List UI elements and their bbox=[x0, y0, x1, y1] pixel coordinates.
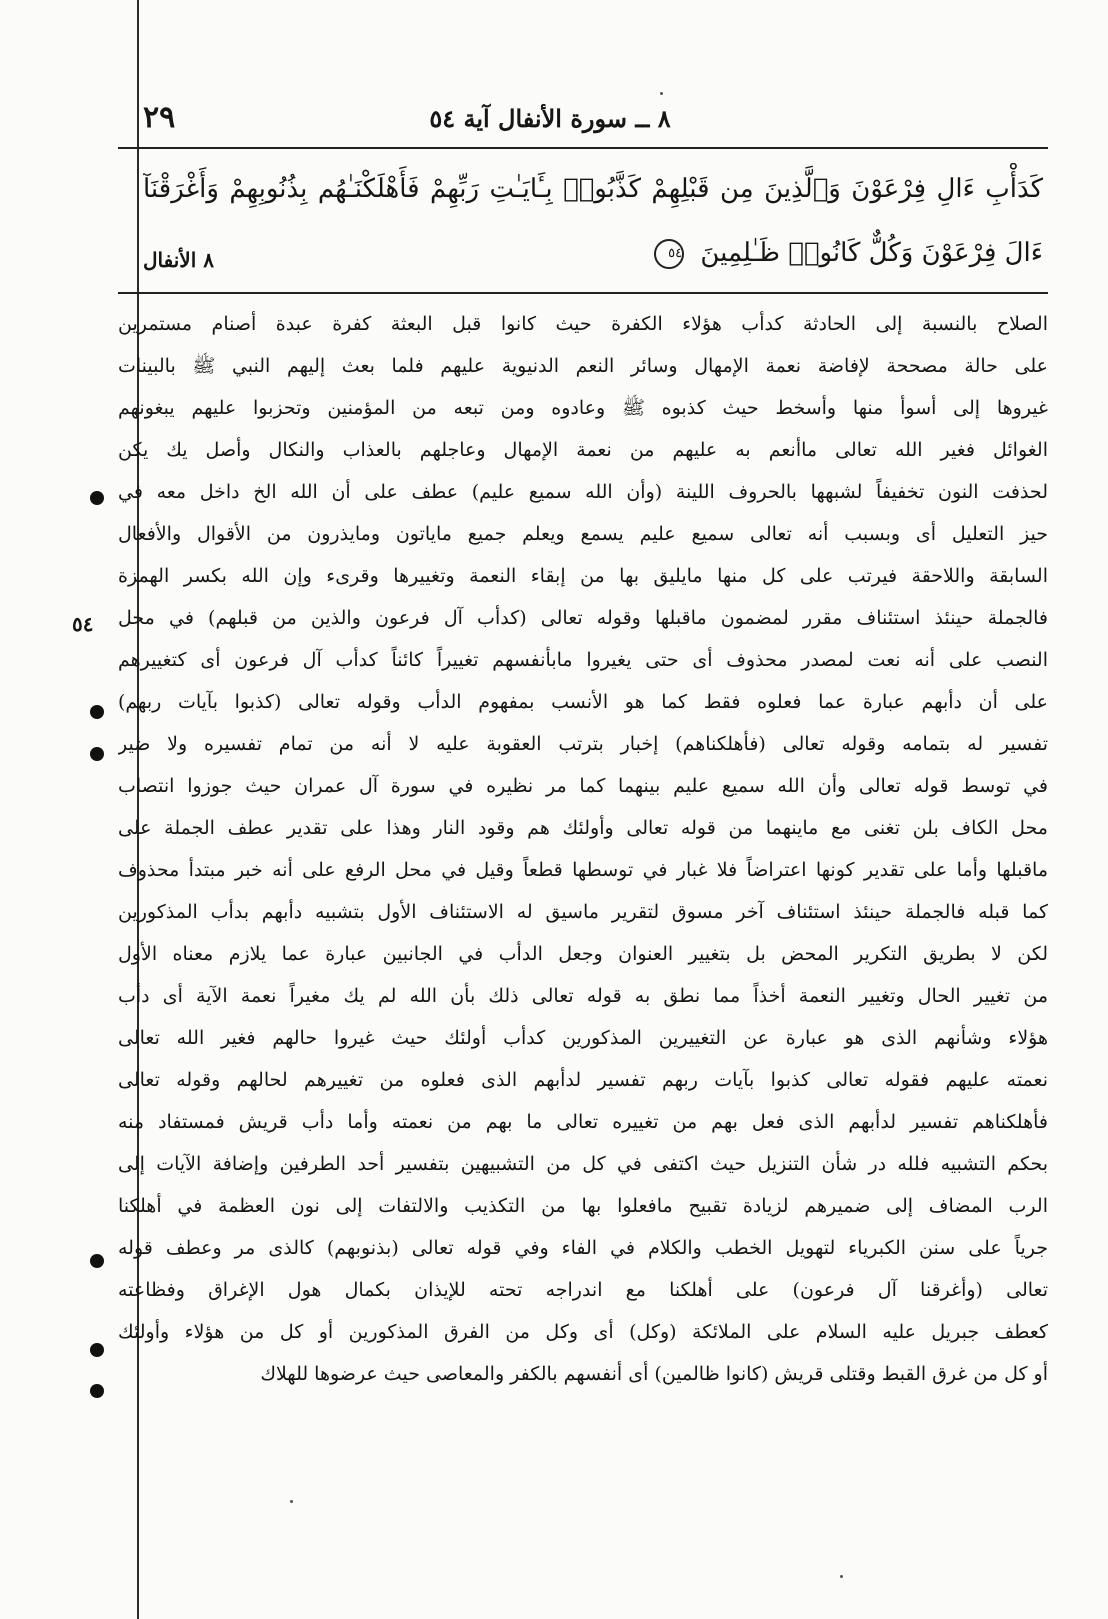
margin-bullet bbox=[90, 1384, 104, 1398]
commentary-line: جرياً على سنن الكبرياء لتهويل الخطب والكلام في الفاء وفي قوله تعالى (بذنوبهم) كالذى مر وعطف قوله bbox=[118, 1237, 1048, 1259]
margin-bullet bbox=[90, 491, 104, 505]
margin-bullet bbox=[90, 1254, 104, 1268]
margin-bullet bbox=[90, 747, 104, 761]
commentary-line: كما قبله فالجملة حينئذ استئناف آخر مسوق لتقرير ماسيق له الاستئناف الأول بتشبيه دأبهم بدأب المذكورين bbox=[118, 901, 1048, 923]
page-number: ٢٩ bbox=[143, 100, 176, 135]
commentary-line: السابقة واللاحقة فيرتب على كل منها مايليق بها من إبقاء النعمة وتغييرها وقرىء وإن الله بكسر الهمزة bbox=[118, 565, 1048, 587]
commentary-line: كعطف جبريل عليه السلام على الملائكة (وكل) أى وكل من الفرق المذكورين أو كل من هؤلاء وأولئك bbox=[118, 1321, 1048, 1343]
commentary-line: على أن دأبهم عبارة عما فعلوه فقط كما هو الأنسب بمفهوم الدأب وقوله تعالى (كذبوا بآيات ربهم) bbox=[118, 691, 1048, 713]
surah-tag: ٨ الأنفال bbox=[143, 248, 214, 272]
commentary-line: فأهلكناهم تفسير لدأبهم الذى فعل بهم من تغييره تعالى ما بهم من نعمته وأما دأب قريش فمستفاد منه bbox=[118, 1111, 1048, 1133]
commentary-line: محل الكاف بلن تغنى مع ماينهما من قوله تعالى وأولئك هم وقود النار وهذا على تقدير عطف الجملة على bbox=[118, 817, 1048, 839]
verse-line-1: كَدَأْبِ ءَالِ فِرْعَوْنَ وَٱلَّذِينَ مِن قَبْلِهِمْ كَذَّبُوا۟ بِـَٔايَـٰتِ رَبِّهِمْ فَأَهْلَكْنَـٰهُم بِذُنُوبِهِمْ وَأَغْرَقْنَآ bbox=[143, 174, 1043, 204]
commentary-line: أو كل من غرق القبط وقتلى قريش (كانوا ظالمين) أى أنفسهم بالكفر والمعاصى حيث عرضوها للهلاك bbox=[260, 1363, 1048, 1385]
print-speck bbox=[840, 1575, 843, 1578]
commentary-line: لحذفت النون تخفيفاً لشبهها بالحروف اللينة (وأن الله سميع عليم) عطف على أن الله الخ داخل معه في bbox=[118, 481, 1048, 503]
header-rule bbox=[118, 147, 1048, 149]
commentary-line: ماقبلها وأما على تقدير كونها اعتراضاً فلا غبار في توسطها قطعاً وقيل في محل الرفع على أنه خبر مبتدأ محذوف bbox=[118, 859, 1048, 881]
print-speck bbox=[660, 92, 663, 95]
commentary-line: لكن لا بطريق التكرير المحض بل بتغيير العنوان وجعل الدأب في الجانبين عبارة عما يلازم معناه الأول bbox=[118, 943, 1048, 965]
commentary-line: الرب المضاف إلى ضميرهم لزيادة تقبيح مافعلوا بها من التكذيب والالتفات إلى نون العظمة في أهلكنا bbox=[118, 1195, 1048, 1217]
running-title: ٨ ــ سورة الأنفال آية ٥٤ bbox=[429, 104, 671, 133]
commentary-line: الصلاح بالنسبة إلى الحادثة كدأب هؤلاء الكفرة حيث كانوا قبل البعثة كفرة عبدة أصنام مستمرين bbox=[118, 313, 1048, 335]
commentary-line: هؤلاء وشأنهم الذى هو عبارة عن التغييرين المذكورين كدأب أولئك حيث غيروا حالهم فغير الله تعالى bbox=[118, 1027, 1048, 1049]
margin-verse-number: ٥٤ bbox=[72, 612, 94, 636]
commentary-line: على حالة مصححة لإفاضة نعمة الإمهال وسائر النعم الدنيوية عليهم فلما بعث إليهم النبي ﷺ بالبينات bbox=[118, 355, 1048, 377]
margin-bullet bbox=[90, 1343, 104, 1357]
commentary-line: حيز التعليل أى وبسبب أنه تعالى سميع عليم يسمع ويعلم جميع ماياتون ومايذرون من الأقوال والأفعال bbox=[118, 523, 1048, 545]
verse-line-2 bbox=[273, 227, 1043, 279]
commentary-line: النصب على أنه نعت لمصدر محذوف أى حتى يغيروا مابأنفسهم تغييراً كائناً كدأب آل فرعون أى كتغييرهم bbox=[118, 649, 1048, 671]
commentary-line: بحكم التشبيه فلله در شأن التنزيل حيث اكتفى في كل من التشبيهين بتفسير أحد الطرفين وإضافة الآيات إلى bbox=[118, 1153, 1048, 1175]
commentary-line: تعالى (وأغرقنا آل فرعون) على أهلكنا مع اندراجه تحته للإيذان بكمال هول الإغراق وفظاعته bbox=[118, 1279, 1048, 1301]
commentary-block bbox=[118, 304, 1048, 1414]
margin-bullet bbox=[90, 705, 104, 719]
commentary-line: تفسير له بتمامه وقوله تعالى (فأهلكناهم) إخبار بترتب العقوبة عليه لا أنه من تمام تفسيره ولا ضير bbox=[118, 733, 1048, 755]
commentary-line: نعمته عليهم فقوله تعالى كذبوا بآيات ربهم تفسير لدأبهم الذى فعلوه من تغييرهم لحالهم وقوله تعالى bbox=[118, 1069, 1048, 1091]
commentary-line: غيروها إلى أسوأ منها وأسخط حيث كذبوه ﷺ وعادوه ومن تبعه من المؤمنين وتحزبوا عليهم يبغونهم bbox=[118, 397, 1048, 419]
quran-verse-box bbox=[143, 155, 1043, 287]
verse-end-marker: ٥٤ bbox=[654, 239, 684, 269]
verse-line-2-text: ءَالَ فِرْعَوْنَ وَكُلٌّ كَانُوا۟ ظَـٰلِمِينَ bbox=[700, 238, 1043, 268]
commentary-line: في توسط قوله تعالى وأن الله سميع عليم بينهما كما مر نظيره في سورة آل عمران حيث جوزوا انتصاب bbox=[118, 775, 1048, 797]
print-speck bbox=[290, 1500, 293, 1503]
commentary-line: فالجملة حينئذ استئناف مقرر لمضمون ماقبلها وقوله تعالى (كدأب آل فرعون والذين من قبلهم) في محل bbox=[118, 607, 1048, 629]
commentary-line: الغوائل فغير الله تعالى ماأنعم به عليهم من نعمة الإمهال وعاجلهم بالعذاب والنكال وأصل يك يكن bbox=[118, 439, 1048, 461]
verse-rule bbox=[118, 292, 1048, 294]
commentary-line: من تغيير الحال وتغيير النعمة أخذاً مما نطق به قوله تعالى ذلك بأن الله لم يك مغيراً نعمة الآية أى دأب bbox=[118, 985, 1048, 1007]
